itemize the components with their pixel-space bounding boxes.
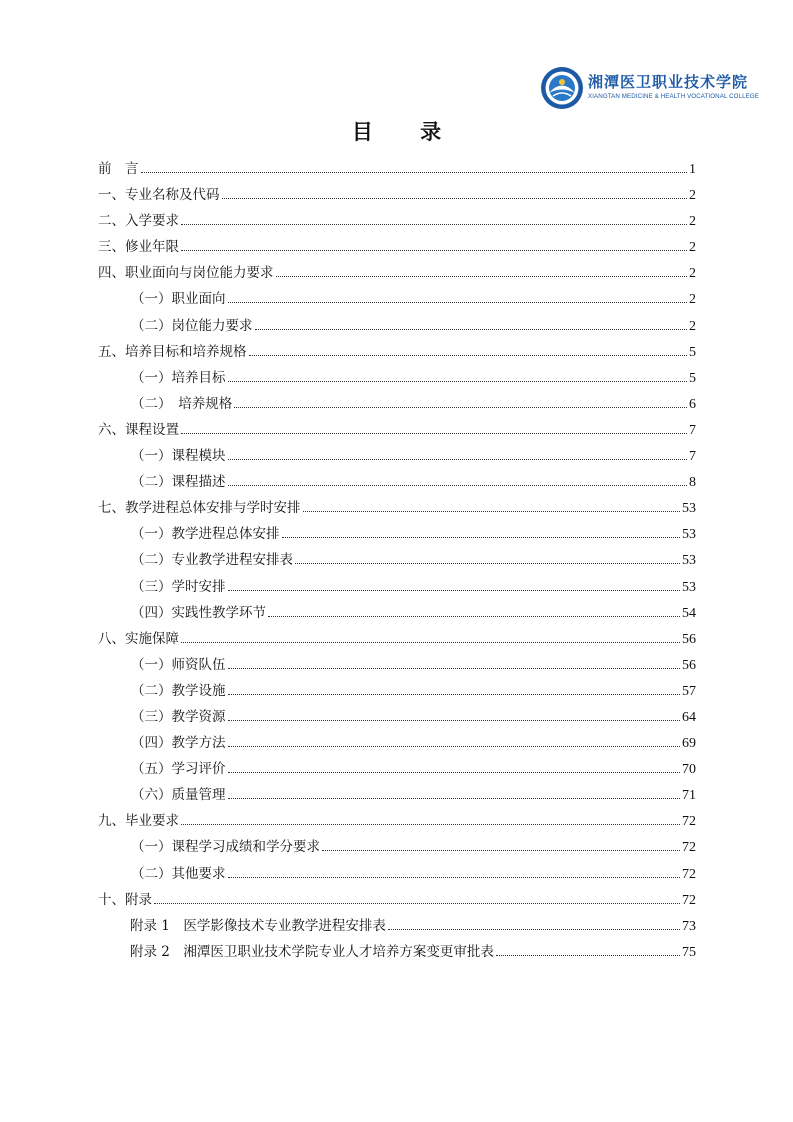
toc-leader [228, 876, 681, 878]
toc-entry[interactable] [98, 626, 696, 652]
toc-entry-title: 前 言 [98, 161, 139, 177]
toc-subentry[interactable] [98, 678, 696, 704]
toc-entry-page: 53 [682, 501, 696, 517]
toc-leader [181, 641, 680, 643]
toc-leader [228, 719, 681, 721]
toc-entry-title: （一）课程模块 [131, 448, 226, 465]
toc-leader [388, 928, 680, 930]
toc-entry[interactable] [98, 808, 696, 834]
toc-entry-title: （四）实践性教学环节 [131, 604, 266, 621]
toc-entry-title: 一、专业名称及代码 [98, 187, 220, 204]
toc-entry-title: （一）课程学习成绩和学分要求 [131, 839, 320, 856]
toc-entry-page: 53 [682, 527, 696, 543]
toc-leader [154, 902, 680, 904]
toc-entry-page: 72 [682, 814, 696, 830]
college-name-en: XIANGTAN MEDICINE & HEALTH VOCATIONAL COLLEGE [588, 93, 760, 100]
toc-entry-page: 2 [689, 214, 696, 230]
toc-leader [322, 849, 680, 851]
toc-entry-page: 57 [682, 683, 696, 699]
toc-subentry[interactable] [98, 574, 696, 600]
toc-leader [181, 823, 680, 825]
toc-entry-page: 72 [682, 866, 696, 882]
toc-leader [303, 510, 681, 512]
toc-entry[interactable] [98, 182, 696, 208]
toc-entry-page: 2 [689, 240, 696, 256]
toc-subentry[interactable] [98, 730, 696, 756]
toc-entry-title: 四、职业面向与岗位能力要求 [98, 265, 274, 282]
toc-entry-title: （二）岗位能力要求 [131, 317, 253, 334]
toc-entry[interactable] [98, 417, 696, 443]
toc-entry-page: 70 [682, 762, 696, 778]
toc-appendix-entry[interactable] [98, 939, 696, 965]
toc-subentry[interactable] [98, 600, 696, 626]
toc-leader [228, 771, 681, 773]
toc-leader [282, 536, 681, 538]
toc-entry-title: 三、修业年限 [98, 239, 179, 256]
toc-entry-title: 六、课程设置 [98, 421, 179, 438]
toc-entry-title: 五、培养目标和培养规格 [98, 343, 247, 360]
toc-entry[interactable] [98, 208, 696, 234]
toc-leader [181, 249, 687, 251]
toc-entry-page: 5 [689, 370, 696, 386]
toc-entry-page: 7 [689, 449, 696, 465]
toc-leader [228, 380, 688, 382]
toc-entry-title: （二） 培养规格 [131, 395, 233, 412]
toc-entry-page: 56 [682, 631, 696, 647]
toc-entry-title: 七、教学进程总体安排与学时安排 [98, 500, 301, 517]
toc-leader [228, 693, 681, 695]
toc-entry-title: （二）课程描述 [131, 474, 226, 491]
toc-appendix-entry[interactable] [98, 913, 696, 939]
toc-leader [228, 667, 681, 669]
toc-entry-page: 53 [682, 553, 696, 569]
toc-entry-title: 二、入学要求 [98, 213, 179, 230]
toc-entry-title: （六）质量管理 [131, 787, 226, 804]
toc-entry-title: （三）学时安排 [131, 578, 226, 595]
toc-entry-page: 2 [689, 292, 696, 308]
toc-entry-page: 7 [689, 422, 696, 438]
toc-subentry[interactable] [98, 756, 696, 782]
toc-entry-page: 54 [682, 605, 696, 621]
toc-subentry[interactable] [98, 547, 696, 573]
toc-entry-page: 72 [682, 892, 696, 908]
toc-subentry[interactable] [98, 313, 696, 339]
toc-entry-page: 53 [682, 579, 696, 595]
toc-entry-page: 2 [689, 318, 696, 334]
toc-entry-title: 八、实施保障 [98, 630, 179, 647]
toc-subentry[interactable] [98, 469, 696, 495]
toc-subentry[interactable] [98, 521, 696, 547]
toc-leader [249, 354, 688, 356]
toc-entry[interactable] [98, 495, 696, 521]
toc-entry-title: （二）专业教学进程安排表 [131, 552, 293, 569]
page-title: 目 录 [351, 120, 462, 144]
toc-leader [255, 328, 688, 330]
toc-leader [222, 197, 688, 199]
toc-entry-page: 5 [689, 344, 696, 360]
toc-entry[interactable] [98, 887, 696, 913]
toc-leader [228, 484, 688, 486]
toc-entry-title: 附录 1 医学影像技术专业教学进程安排表 [130, 917, 386, 934]
college-emblem-icon [540, 66, 584, 110]
toc-entry[interactable] [98, 260, 696, 286]
toc-entry-title: （三）教学资源 [131, 708, 226, 725]
toc-entry-title: 九、毕业要求 [98, 813, 179, 830]
toc-leader [181, 223, 687, 225]
toc-entry[interactable] [98, 156, 696, 182]
toc-entry-title: 十、附录 [98, 891, 152, 908]
toc-entry-title: （一）职业面向 [131, 291, 226, 308]
toc-leader [228, 745, 681, 747]
toc-entry-title: （二）其他要求 [131, 865, 226, 882]
toc-subentry[interactable] [98, 365, 696, 391]
toc-entry-page: 69 [682, 736, 696, 752]
toc-entry-title: （五）学习评价 [131, 761, 226, 778]
toc-entry-page: 1 [689, 162, 696, 177]
college-logo [540, 66, 760, 112]
toc-leader [141, 171, 688, 173]
toc-entry[interactable] [98, 339, 696, 365]
toc-entry-title: （一）师资队伍 [131, 656, 226, 673]
toc-leader [295, 562, 680, 564]
toc-leader [268, 615, 680, 617]
toc-subentry[interactable] [98, 834, 696, 860]
toc-entry-page: 6 [689, 396, 696, 412]
toc-subentry[interactable] [98, 861, 696, 887]
toc-entry-page: 64 [682, 709, 696, 725]
toc-entry[interactable] [98, 234, 696, 260]
toc-entry-page: 71 [682, 788, 696, 804]
toc-subentry[interactable] [98, 286, 696, 312]
toc-entry-page: 2 [689, 188, 696, 204]
toc-entry-title: （一）培养目标 [131, 369, 226, 386]
toc-entry-title: （一）教学进程总体安排 [131, 526, 280, 543]
toc-entry-page: 72 [682, 840, 696, 856]
toc-subentry[interactable] [98, 443, 696, 469]
toc-subentry[interactable] [98, 782, 696, 808]
toc-leader [234, 406, 687, 408]
toc-leader [228, 458, 688, 460]
toc-entry-page: 75 [682, 944, 696, 960]
toc-entry-title: （二）教学设施 [131, 682, 226, 699]
toc-entry-page: 73 [682, 918, 696, 934]
toc-subentry[interactable] [98, 704, 696, 730]
toc-leader [228, 797, 681, 799]
toc-subentry[interactable] [98, 391, 696, 417]
toc-leader [228, 589, 681, 591]
college-name-cn: 湘潭医卫职业技术学院 [588, 73, 749, 91]
table-of-contents [98, 156, 696, 965]
toc-entry-page: 56 [682, 657, 696, 673]
toc-leader [276, 275, 688, 277]
toc-leader [181, 432, 687, 434]
toc-entry-title: 附录 2 湘潭医卫职业技术学院专业人才培养方案变更审批表 [130, 943, 494, 960]
toc-entry-title: （四）教学方法 [131, 735, 226, 752]
toc-subentry[interactable] [98, 652, 696, 678]
toc-leader [496, 954, 680, 956]
toc-entry-page: 2 [689, 266, 696, 282]
toc-leader [228, 301, 688, 303]
toc-entry-page: 8 [689, 475, 696, 491]
